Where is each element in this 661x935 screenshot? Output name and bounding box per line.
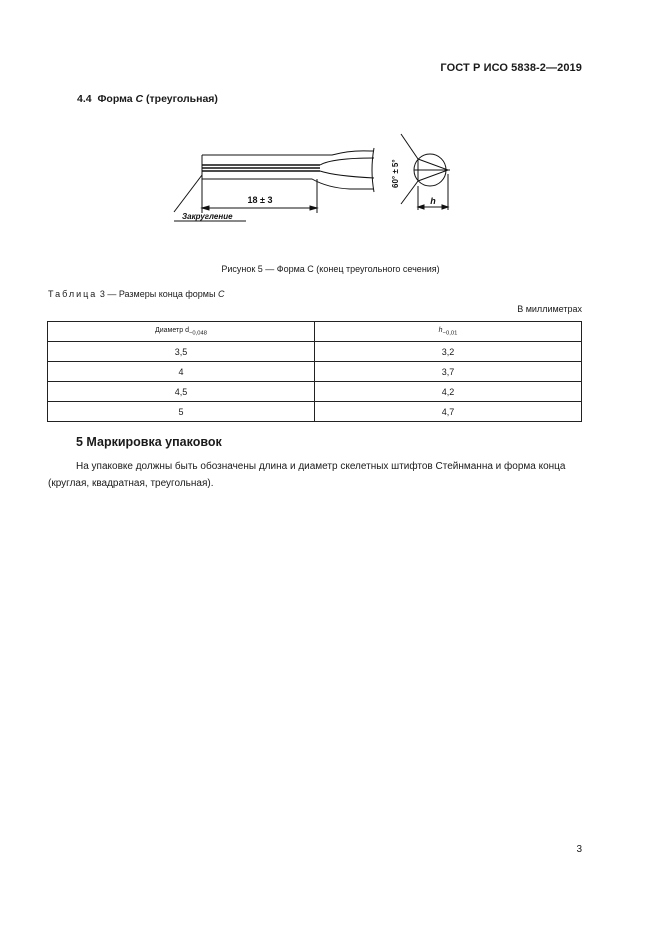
- section-5-paragraph: На упаковке должны быть обозначены длина и диаметр скелетных штифтов Стейнманна и форма конца (круглая, квадратная, треугольная).: [48, 461, 566, 489]
- dimension-18-label: 18 ± 3: [247, 195, 273, 205]
- table-caption: Таблица 3 — Размеры конца формы C: [48, 289, 225, 299]
- cell-diameter: 4,5: [48, 382, 315, 402]
- table-row: [48, 382, 582, 402]
- cell-h: 4,7: [315, 402, 582, 422]
- chamfer-leader: [174, 175, 202, 212]
- header-h: $h_{-0,01}$: [315, 322, 582, 342]
- section-5-heading: 5 Маркировка упаковок: [76, 435, 222, 449]
- cell-h: 3,2: [315, 342, 582, 362]
- table-row: [48, 342, 582, 362]
- chamfer-label: Закругление: [182, 212, 233, 221]
- section-4-4-title: 4.4 Форма C (треугольная): [77, 93, 218, 105]
- table-units: В миллиметрах: [517, 304, 582, 314]
- document-header: ГОСТ Р ИСО 5838-2—2019: [440, 62, 582, 74]
- header-diameter: Диаметр $d_{-0,048}$: [48, 322, 315, 342]
- angle-label: 60° ± 5°: [391, 159, 400, 188]
- figure-5-drawing: [160, 128, 480, 238]
- cell-h: 4,2: [315, 382, 582, 402]
- table-row: [48, 362, 582, 382]
- dimensions-table: [47, 321, 582, 422]
- table-row: [48, 402, 582, 422]
- figure-caption: Рисунок 5 — Форма C (конец треугольного сечения): [221, 264, 440, 274]
- cell-diameter: 4: [48, 362, 315, 382]
- cell-h: 3,7: [315, 362, 582, 382]
- table-header-row: [48, 322, 582, 342]
- page-number: 3: [576, 844, 582, 855]
- cell-diameter: 5: [48, 402, 315, 422]
- cell-diameter: 3,5: [48, 342, 315, 362]
- pin-body: [202, 151, 374, 155]
- height-label: h: [430, 196, 436, 206]
